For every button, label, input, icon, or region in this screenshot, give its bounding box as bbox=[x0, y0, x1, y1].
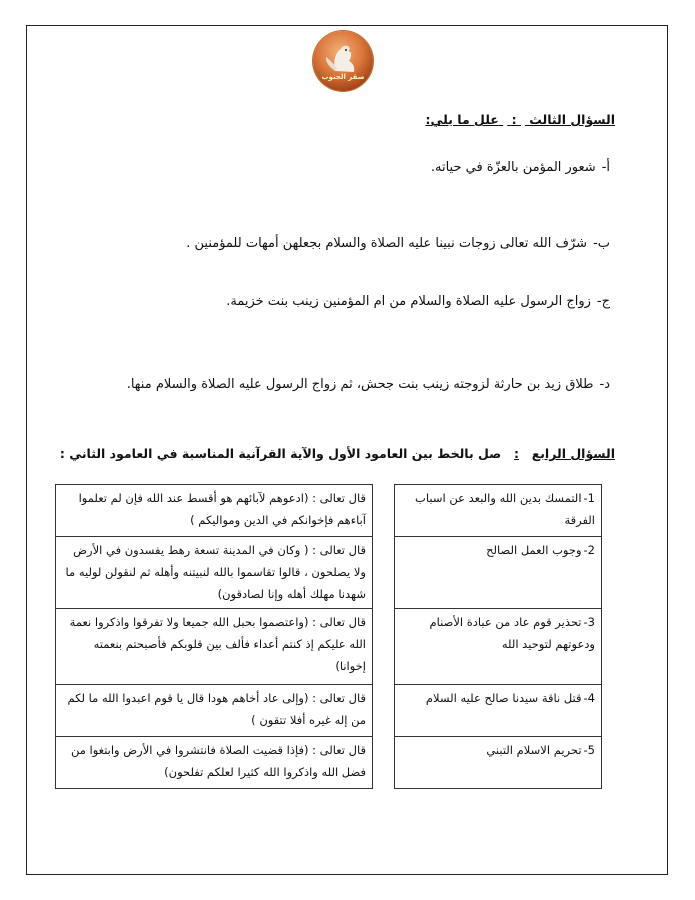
table-row bbox=[56, 737, 373, 789]
column-1-cell[interactable]: 4-قتل ناقة سيدنا صالح عليه السلام bbox=[395, 685, 602, 737]
item-text: زواج الرسول عليه الصلاة والسلام من ام المؤمنين زينب بنت خزيمة. bbox=[226, 294, 591, 309]
table-row bbox=[56, 609, 373, 685]
question-3-heading bbox=[425, 112, 615, 127]
column-1-cell[interactable]: 2-وجوب العمل الصالح bbox=[395, 537, 602, 609]
falcon-icon bbox=[313, 31, 373, 91]
item-text: شعور المؤمن بالعزّة في حياته. bbox=[430, 160, 596, 175]
column-1-table bbox=[394, 484, 602, 789]
column-1-cell[interactable]: 1-التمسك بدين الله والبعد عن اسباب الفرقة bbox=[395, 485, 602, 537]
logo bbox=[313, 31, 373, 91]
question-3-colon: : bbox=[511, 112, 517, 127]
table-row bbox=[395, 609, 602, 685]
column-2-cell[interactable]: قال تعالى : (وإلى عاد أخاهم هودا قال يا قوم اعبدوا الله ما لكم من إله غيره أفلا تتقون ) bbox=[56, 685, 373, 737]
question-3-item-a bbox=[431, 160, 610, 175]
question-3-instruction: علل ما يلي: bbox=[425, 112, 499, 127]
column-2-cell[interactable]: قال تعالى : (فإذا قضيت الصلاة فانتشروا في الأرض وابتغوا من فضل الله واذكروا الله كثيرا لعلكم تفلحون) bbox=[56, 737, 373, 789]
item-letter: أ- bbox=[601, 160, 610, 175]
item-text: طلاق زيد بن حارثة لزوجته زينب بنت جحش، ثم زواج الرسول عليه الصلاة والسلام منها. bbox=[126, 377, 594, 392]
question-4-colon: : bbox=[513, 446, 519, 461]
column-1-cell[interactable]: 3-تحذير قوم عاد من عبادة الأصنام ودعوتهم لتوحيد الله bbox=[395, 609, 602, 685]
item-letter: د- bbox=[599, 377, 610, 392]
item-letter: ج- bbox=[596, 294, 610, 309]
table-row bbox=[56, 685, 373, 737]
table-row bbox=[56, 537, 373, 609]
column-2-table bbox=[55, 484, 373, 789]
table-row bbox=[395, 737, 602, 789]
question-3-item-b bbox=[186, 236, 610, 251]
column-2-cell[interactable]: قال تعالى : ( وكان في المدينة تسعة رهط يفسدون في الأرض ولا يصلحون ، قالوا تقاسموا بالله لنبيتنه وأهله ثم لنقولن لوليه ما شهدنا مهلك أهله وإنا لصادقون) bbox=[56, 537, 373, 609]
question-4-instruction: صل بالخط بين العامود الأول والآية القرآنية المناسبة في العامود الثاني : bbox=[59, 446, 502, 461]
item-text: شرّف الله تعالى زوجات نبينا عليه الصلاة والسلام بجعلهن أمهات للمؤمنين . bbox=[186, 236, 588, 251]
question-4-title: السؤال الرابع bbox=[531, 446, 615, 461]
column-2-cell[interactable]: قال تعالى : (ادعوهم لآبائهم هو أقسط عند الله فإن لم تعلموا آباءهم فإخوانكم في الدين ومواليكم ) bbox=[56, 485, 373, 537]
question-3-item-c bbox=[226, 294, 610, 309]
question-4-heading bbox=[60, 446, 615, 461]
table-row bbox=[395, 537, 602, 609]
item-letter: ب- bbox=[593, 236, 610, 251]
question-3-title: السؤال الثالث bbox=[529, 112, 615, 127]
table-row bbox=[395, 485, 602, 537]
table-row bbox=[395, 685, 602, 737]
question-3-item-d bbox=[127, 377, 610, 392]
logo-caption: صقر الجنوب bbox=[321, 73, 365, 81]
column-2-cell[interactable]: قال تعالى : (واعتصموا بحبل الله جميعا ولا تفرقوا واذكروا نعمة الله عليكم إذ كنتم أعداء فألف بين قلوبكم فأصبحتم بنعمته إخوانا) bbox=[56, 609, 373, 685]
table-row bbox=[56, 485, 373, 537]
column-1-cell[interactable]: 5-تحريم الاسلام التبني bbox=[395, 737, 602, 789]
